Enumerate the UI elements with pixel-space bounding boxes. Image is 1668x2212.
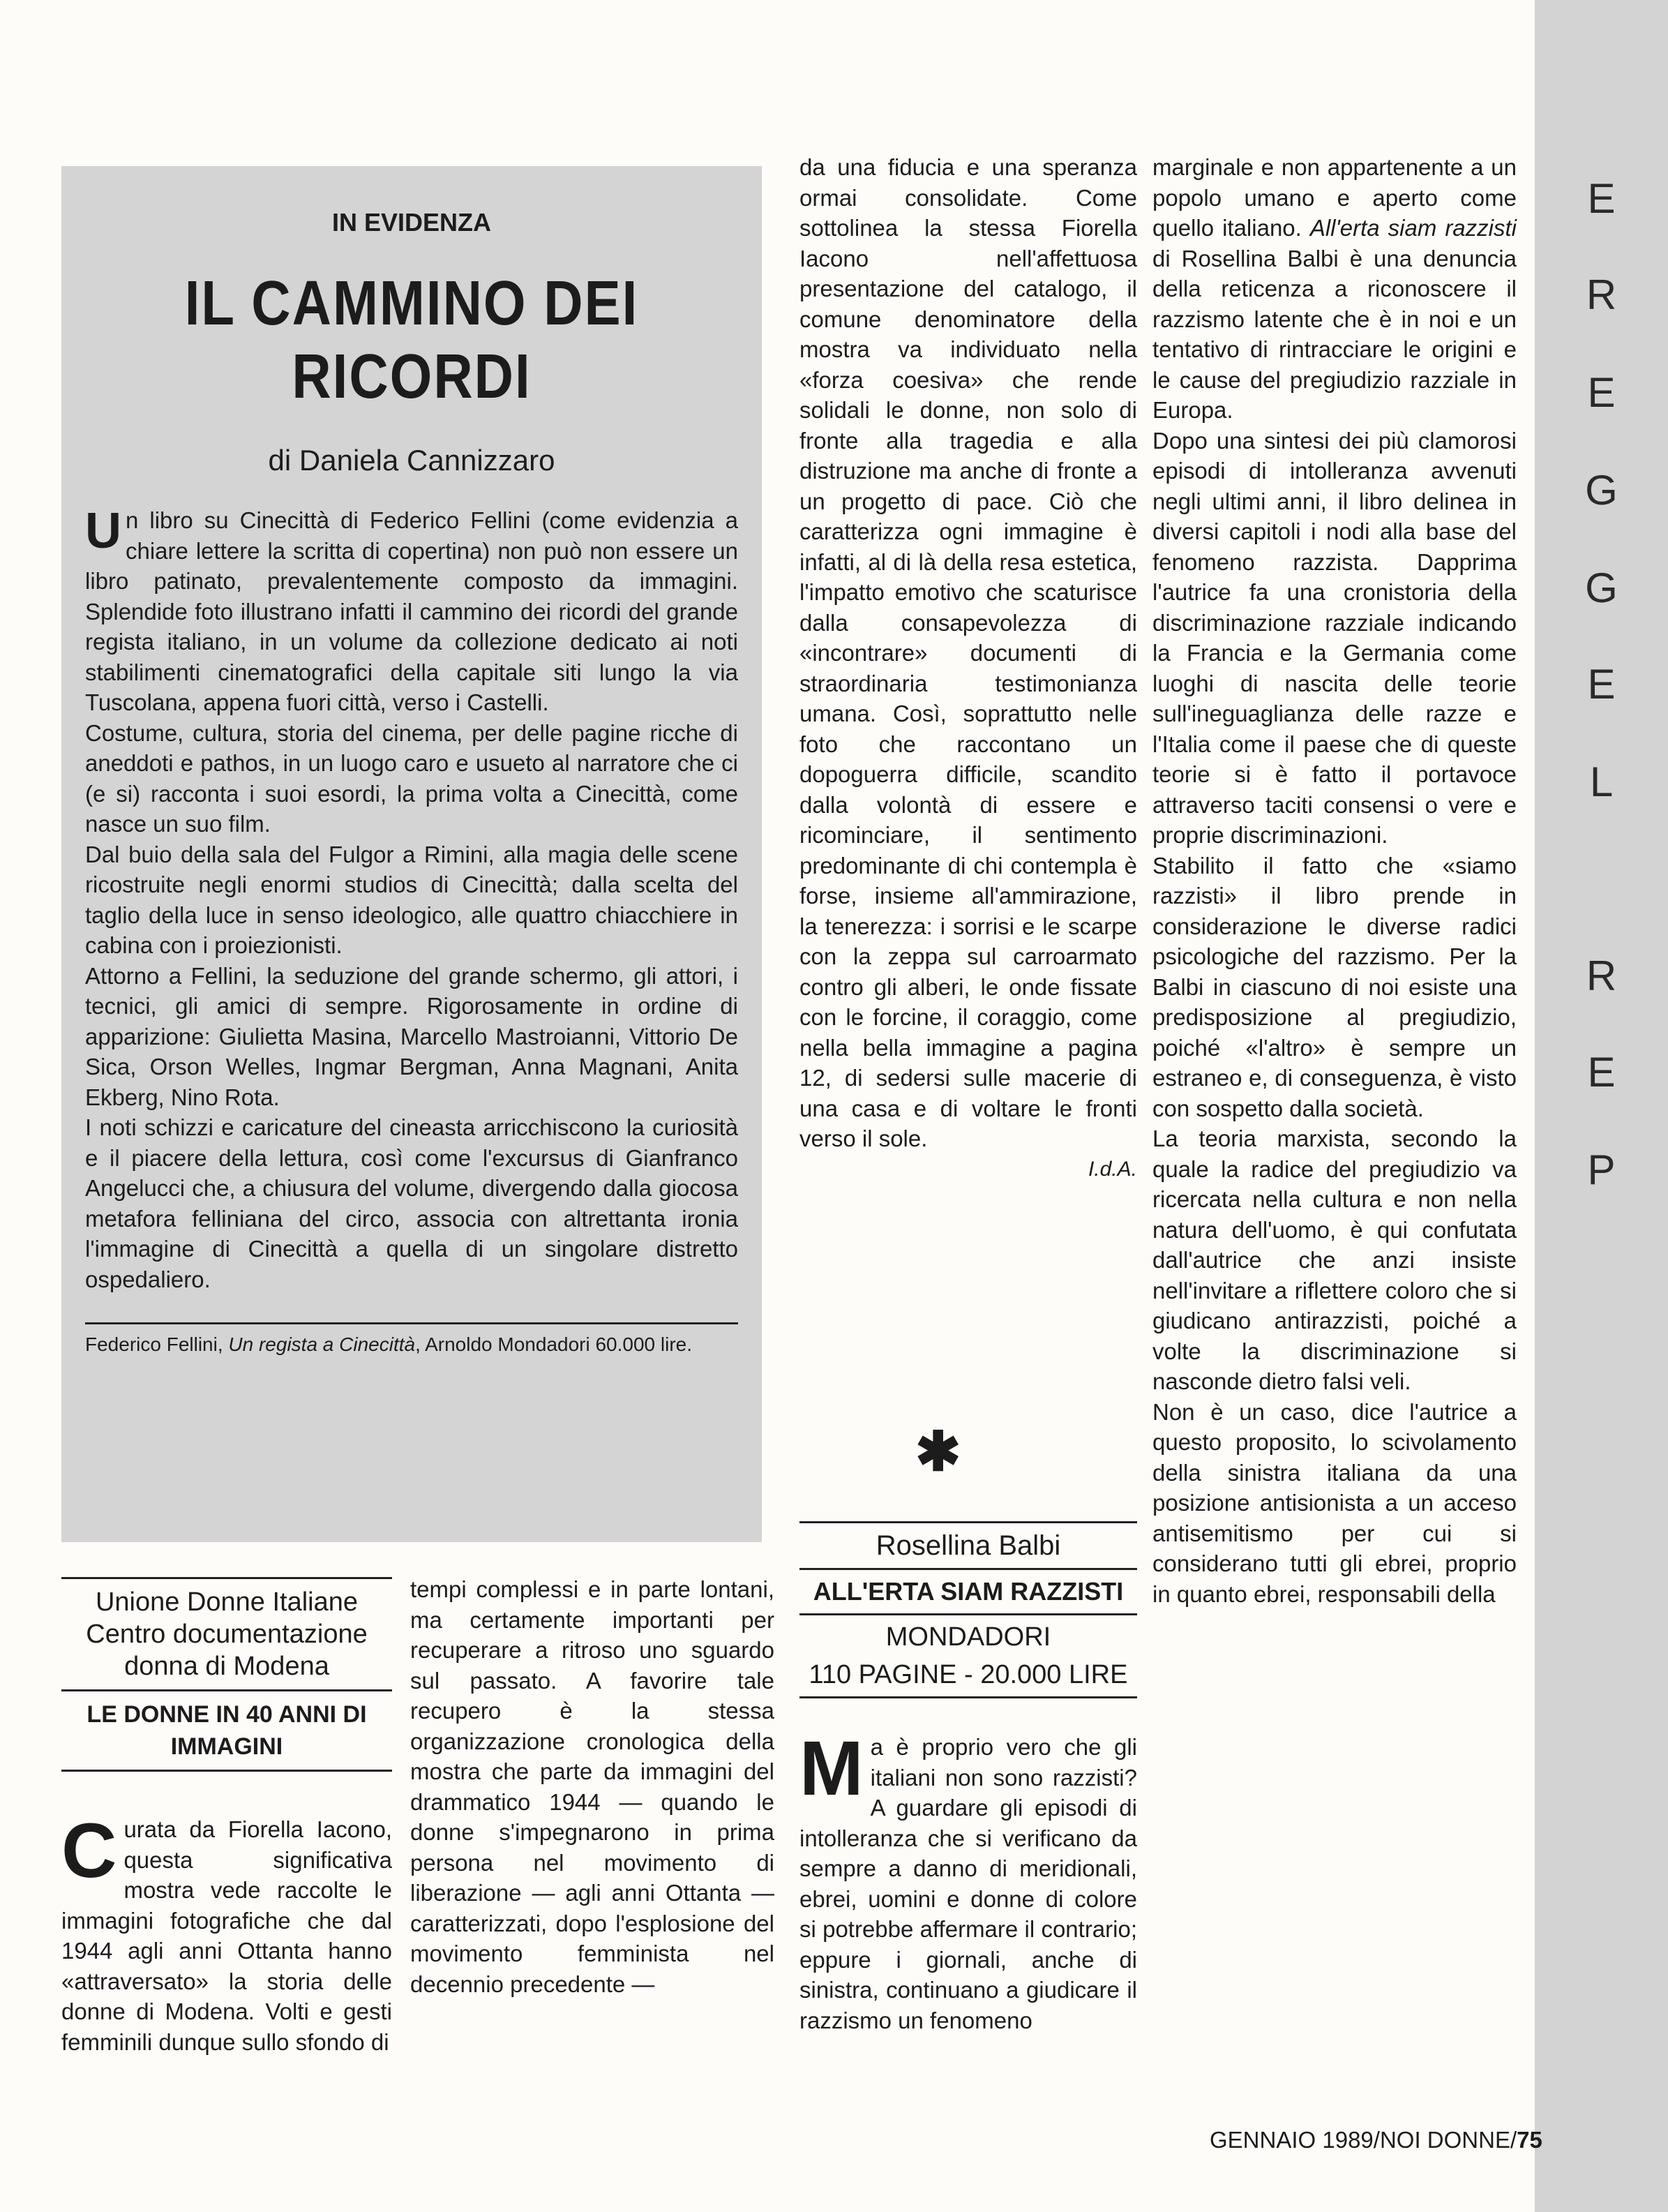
udi-column-3: da una fiducia e una speranza ormai consolidate. Come sottolinea la stessa Fiorella Iacono nell'affettuosa presentazione del catalogo, il comune denominatore della mostra va individuato nella «forza coesiva» che rende solidali le donne, non solo di fronte alla tragedia e alla distruzione ma anche di fronte a un progetto di pace. Ciò che caratterizza ogni immagine è infatti, al di là della resa estetica, l'impatto emotivo che scaturisce dalla consapevolezza di «incontrare» documenti di straordinaria testimonianza umana. Così, soprattutto nelle foto che raccontano un dopoguerra difficile, scandito dalla volontà di essere e ricominciare, il sentimento predominante di chi contempla è forse, insieme all'ammirazione, la tenerezza: i sorrisi e le scarpe con la zeppa sul carroarmato contro gli alberi, le onde fissate con le forcine, il coraggio, come nella bella immagine a pagina 12, di sedersi sulle macerie di una casa e di voltare le fronti verso il sole. I.d.A.: [799, 152, 1137, 1184]
feature-dropcap: U: [85, 503, 121, 559]
review-column-2: marginale e non appartenente a un popolo umano e aperto come quello italiano. All'erta siam razzisti di Rosellina Balbi è una denuncia della reticenza a riconoscere il razzismo latente che è in noi e un tentativo di rintracciare le origini e le cause del pregiudizio razziale in Europa. Dopo una sintesi dei più clamorosi episodi di intolleranza avvenuti negli ultimi anni, il libro delinea in diversi capitoli i nodi alla base del fenomeno razzista. Dapprima l'autrice fa una cronistoria della discriminazione razziale indicando la Francia e la Germania come luoghi di nascita delle teorie sull'ineguaglianza delle razze e l'Italia come il paese che di queste teorie si è fatto il portavoce attraverso taciti consensi o vere e proprie discriminazioni. Stabilito il fatto che «siamo razzisti» il libro prende in considerazione le diverse radici psicologiche del razzismo. Per la Balbi in ciascuno di noi esiste una predisposizione al pregiudizio, poiché «l'altro» è sempre un estraneo e, di conseguenza, è visto con sospetto dalla società. La teoria marxista, secondo la quale la radice del pregiudizio va ricercata nella cultura e non nella natura dell'uomo, è qui confutata dall'autrice che anzi insiste nell'invitare a riflettere coloro che si giudicano antirazzisti, poiché a volte la discriminazione si nasconde dietro falsi veli. Non è un caso, dice l'autrice a questo proposito, lo scivolamento della sinistra italiana da una posizione antisionista a un acceso antisemitismo per cui si considerano tutti gli ebrei, proprio in quanto ebrei, responsabili della: [1152, 154, 1517, 1607]
side-letter: P: [1587, 1146, 1616, 1193]
feature-kicker: IN EVIDENZA: [331, 208, 492, 237]
udi-source: Unione Donne Italiane Centro documentazione donna di Modena: [86, 1587, 368, 1681]
feature-paragraph: Attorno a Fellini, la seduzione del grande schermo, gli attori, i tecnici, gli amici di sempre. Rigorosamente in ordine di apparizione: Giulietta Masina, Marcello Mastroianni, Vittorio De Sica, Orson Welles, Ingmar Bergman, Anna Magnani, Anita Ekberg, Nino Rota.: [85, 962, 738, 1110]
review-publisher: MONDADORI: [885, 1622, 1051, 1652]
feature-caption: Federico Fellini, Un regista a Cinecittà, Arnoldo Mondadori 60.000 lire.: [85, 1333, 693, 1355]
side-letter: G: [1585, 565, 1618, 611]
feature-paragraph: Dal buio della sala del Fulgor a Rimini, alla magia delle scene ricostruite negli enormi studios di Cinecittà; dalla scelta del taglio della luce in senso ideologico, alle quattro chiacchiere in cabina con i proiezionisti.: [85, 841, 738, 958]
feature-paragraph: Costume, cultura, storia del cinema, per delle pagine ricche di aneddoti e pathos, in un luogo caro e usueto al narratore che ci (e si) racconta i suoi esordi, la prima volta a Cinecittà, come nasce un suo film.: [85, 719, 738, 837]
side-letter: R: [1586, 271, 1617, 318]
review-header: [799, 1521, 1137, 1698]
caption-rule: [85, 1322, 738, 1324]
review-dropcap: M: [799, 1726, 864, 1811]
feature-paragraph: n libro su Cinecittà di Federico Fellini (come evidenzia a chiare lettere la scritta di copertina) non può non essere un libro patinato, prevalentemente composto da immagini. Splendide foto illustrano infatti il cammino dei ricordi del grande regista italiano, in un volume da collezione dedicato ai noti stabilimenti cinematografici della capitale siti lungo la via Tuscolana, appena fuori città, verso i Castelli.: [85, 507, 738, 715]
side-letter: G: [1585, 467, 1618, 514]
feature-box: [61, 166, 762, 1542]
side-letter: E: [1587, 369, 1616, 416]
page-number: 75: [1517, 2127, 1542, 2153]
side-letter: R: [1586, 952, 1617, 999]
udi-column-1: Curata da Fiorella Iacono, questa significativa mostra vede raccolte le immagini fotografiche che dal 1944 agli anni Ottanta hanno «attraversato» la storia delle donne di Modena. Volti e gesti femminili dunque sullo sfondo di: [61, 1808, 392, 2055]
feature-paragraph: I noti schizzi e caricature del cineasta arricchiscono la curiosità e il piacere della lettura, così come l'excursus di Gianfranco Angelucci che, a chiusura del volume, divergendo dalla giocosa metafora felliniana del circo, associa con altrettanta ironia l'immagine di Cinecittà a quella di un singolare distretto ospedaliero.: [85, 1114, 738, 1292]
review-details: 110 PAGINE - 20.000 LIRE: [809, 1660, 1128, 1689]
review-column-1: Ma è proprio vero che gli italiani non sono razzisti? A guardare gli episodi di intolleranza che si verificano da sempre a danno di meridionali, ebrei, uomini e donne di colore si potrebbe affermare il contrario; eppure i giornali, anche di sinistra, continuano a giudicare il razzismo un fenomeno: [799, 1726, 1137, 2033]
udi-column-2: tempi complessi e in parte lontani, ma certamente importanti per recuperare a ritroso uno sguardo sul passato. A favorire tale recupero è la stessa organizzazione cronologica della mostra che parte da immagini del drammatico 1944 — quando le donne s'impegnarono in prima persona nel movimento di liberazione — agli anni Ottanta — caratterizzati, dopo l'esplosione del movimento femminista nel decennio precedente —: [410, 1576, 774, 1997]
review-author: Rosellina Balbi: [876, 1530, 1061, 1561]
udi-title: LE DONNE IN 40 ANNI DI IMMAGINI: [87, 1701, 367, 1760]
side-letter: L: [1589, 758, 1614, 805]
udi-header: [61, 1577, 392, 1772]
footer-issue: GENNAIO 1989/NOI DONNE/: [1210, 2127, 1517, 2153]
feature-headline: IL CAMMINO DEI RICORDI: [184, 267, 639, 412]
separator-star: ✱: [915, 1421, 961, 1482]
side-letter: E: [1587, 175, 1616, 222]
side-letter: E: [1587, 1049, 1616, 1096]
feature-byline: di Daniela Cannizzaro: [268, 444, 555, 477]
feature-body: [85, 505, 738, 1294]
udi-dropcap: C: [61, 1808, 117, 1894]
side-letter: E: [1587, 661, 1616, 708]
page-footer: [1210, 2127, 1542, 2153]
review-title: ALL'ERTA SIAM RAZZISTI: [813, 1577, 1124, 1606]
udi-initials: I.d.A.: [1088, 1157, 1137, 1181]
section-side-band: [1535, 0, 1668, 2212]
